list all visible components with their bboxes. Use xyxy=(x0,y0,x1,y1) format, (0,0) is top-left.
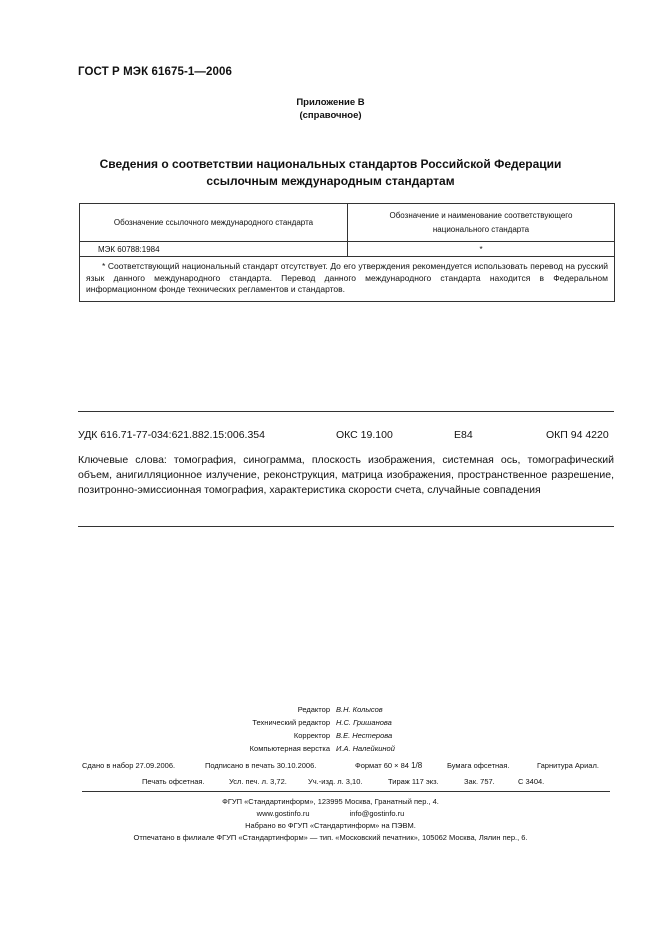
col2-header xyxy=(348,204,615,242)
appendix-title: Приложение В xyxy=(296,97,365,108)
credit-editor xyxy=(0,703,383,716)
print-uch: Уч.-изд. л. 3,10. xyxy=(308,777,363,786)
table-note-row xyxy=(80,257,615,302)
print-paper: Бумага офсетная. xyxy=(447,761,510,770)
credit-role: Компьютерная верстка xyxy=(249,744,330,753)
divider-middle xyxy=(78,526,614,527)
section-title-line1: Сведения о соответствии национальных стандартов Российской Федерации xyxy=(99,157,562,171)
credit-name: И.А. Налейкиной xyxy=(336,744,395,753)
keywords: Ключевые слова: томография, синограмма, плоскость изображения, системная ось, томографический объем, анигилляционное излучение, реконструкция, матрица изображения, пространственное разрешение, позитронно-эмиссионная томография, характеристика скорости счета, случайные совпадения xyxy=(78,454,614,496)
credit-layout xyxy=(0,742,395,755)
col1-header: Обозначение ссылочного международного стандарта xyxy=(80,204,348,242)
credit-tech-editor xyxy=(0,716,392,729)
appendix-subtitle: (справочное) xyxy=(299,110,362,121)
credit-role: Технический редактор xyxy=(252,718,330,727)
print-usl: Усл. печ. л. 3,72. xyxy=(229,777,287,786)
credits-block xyxy=(0,703,661,755)
credit-proofreader xyxy=(0,729,393,742)
print-sdano: Сдано в набор 27.09.2006. xyxy=(82,761,176,770)
print-zak: Зак. 757. xyxy=(464,777,495,786)
credit-role: Корректор xyxy=(293,731,330,740)
publisher-address: ФГУП «Стандартинформ», 123995 Москва, Гранатный пер., 4. xyxy=(222,797,439,806)
table-header-row xyxy=(80,204,615,242)
credit-role: Редактор xyxy=(297,705,330,714)
print-pechat: Печать офсетная. xyxy=(142,777,205,786)
credit-name: В.Н. Колысов xyxy=(336,705,383,714)
section-title-line2: ссылочным международным стандартам xyxy=(206,174,455,188)
col2-header-line2: национального стандарта xyxy=(432,224,530,234)
print-format xyxy=(355,758,422,774)
publisher-email[interactable]: info@gostinfo.ru xyxy=(349,809,405,818)
print-font: Гарнитура Ариал. xyxy=(537,761,599,770)
col2-header-line1: Обозначение и наименование соответствующего xyxy=(389,210,573,220)
table-cell-national: * xyxy=(348,242,615,257)
e-code: Е84 xyxy=(454,429,473,441)
appendix-heading xyxy=(0,96,661,122)
print-s: С 3404. xyxy=(518,777,545,786)
publisher-web[interactable]: www.gostinfo.ru xyxy=(256,809,310,818)
oks-code: ОКС 19.100 xyxy=(336,429,393,441)
section-title xyxy=(0,156,661,190)
table-row xyxy=(80,242,615,257)
divider-top xyxy=(78,411,614,412)
udk-code: УДК 616.71-77-034:621.882.15:006.354 xyxy=(78,429,265,441)
print-format-fraction: 1/8 xyxy=(411,761,423,770)
document-code: ГОСТ Р МЭК 61675-1—2006 xyxy=(78,66,232,78)
okp-code: ОКП 94 4220 xyxy=(546,429,609,441)
publisher-typeset: Набрано во ФГУП «Стандартинформ» на ПЭВМ. xyxy=(245,821,416,830)
print-format-text: Формат 60 × 84 xyxy=(355,761,409,770)
publisher-block xyxy=(0,796,661,844)
print-podpisano: Подписано в печать 30.10.2006. xyxy=(205,761,317,770)
credit-name: В.Е. Нестерова xyxy=(336,731,393,740)
table-note: * Соответствующий национальный стандарт отсутствует. До его утверждения рекомендуется использовать перевод на русский язык данного международного стандарта. Перевод данного международного стандарта находится в Федеральном информационном фонде технических регламентов и стандартов. xyxy=(80,257,615,302)
divider-bottom xyxy=(82,791,610,792)
credit-name: Н.С. Гришанова xyxy=(336,718,392,727)
table-cell-standard: МЭК 60788:1984 xyxy=(80,242,348,257)
publisher-printed: Отпечатано в филиале ФГУП «Стандартинформ» — тип. «Московский печатник», 105062 Москва, Лялин пер., 6. xyxy=(133,833,528,842)
publisher-contacts xyxy=(0,808,661,820)
print-tirazh: Тираж 117 экз. xyxy=(388,777,439,786)
correspondence-table xyxy=(79,203,615,302)
